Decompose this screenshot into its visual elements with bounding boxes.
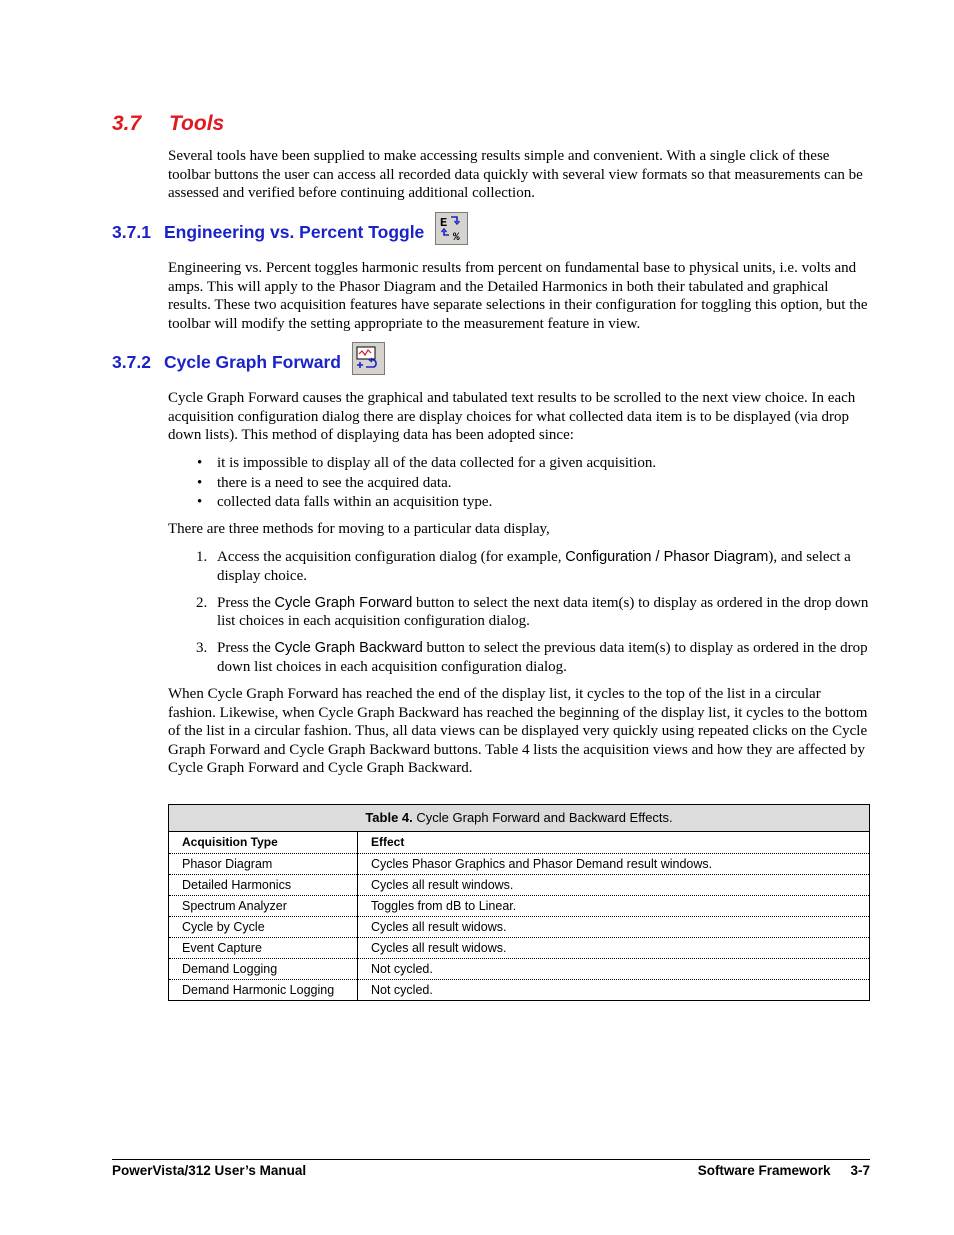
table-cell: Toggles from dB to Linear. (358, 896, 870, 917)
step-text: button to select the next data item(s) to display as ordered in the drop down list choices in each acquisition configuration dialog. (217, 594, 869, 629)
table-caption-row (169, 805, 870, 832)
table-cell: Cycles all result windows. (358, 875, 870, 896)
table-row (169, 938, 870, 959)
table-cell: Not cycled. (358, 980, 870, 1001)
column-header: Effect (358, 832, 870, 854)
table-row (169, 959, 870, 980)
footer-section-page (698, 1162, 870, 1181)
table-cell: Not cycled. (358, 959, 870, 980)
step-number: 2. (196, 594, 208, 611)
table-caption-label: Table 4. (365, 809, 413, 825)
list-item (168, 594, 870, 631)
table-header-row (169, 832, 870, 854)
table-row (169, 896, 870, 917)
ui-reference: Cycle Graph Forward (274, 594, 413, 611)
table-caption (169, 805, 870, 832)
table-cell: Event Capture (169, 938, 358, 959)
section-intro: Several tools have been supplied to make accessing results simple and convenient. With a single click of these toolbar buttons the user can access all recorded data quickly with several view formats so that measurements can be assessed and verified before continuing additional collection. (168, 148, 863, 201)
methods-intro: There are three methods for moving to a particular data display, (168, 521, 550, 537)
table-cell: Phasor Diagram (169, 854, 358, 875)
list-item (168, 639, 870, 676)
table-row (169, 875, 870, 896)
closing-paragraph: When Cycle Graph Forward has reached the end of the display list, it cycles to the top of the list in a circular fashion. Likewise, when Cycle Graph Backward has reached the beginning of the display list, it cycles to the bottom of the list in a circular fashion. Thus, all data views can be displayed very quickly using repeated clicks on the Cycle Graph Forward and Cycle Graph Backward buttons. Table 4 lists the acquisition views and how they are affected by Cycle Graph Forward and Cycle Graph Backward. (168, 686, 868, 776)
step-text: Press the (217, 640, 275, 656)
column-header: Acquisition Type (169, 832, 358, 854)
subsection-title: Cycle Graph Forward (164, 352, 341, 372)
ui-reference: Configuration / Phasor Diagram (565, 549, 769, 565)
subsection-2-body: Cycle Graph Forward causes the graphical and tabulated text results to be scrolled to the next view choice. In each acquisition configuration dialog there are display choices for what collected data item is to be displayed (via drop down lists). This method of displaying data has been adopted since: (168, 390, 856, 443)
step-text: Press the (217, 594, 275, 611)
table-cell: Cycles all result widows. (358, 938, 870, 959)
step-text: Access the acquisition configuration dialog (for example, (217, 549, 566, 565)
list-item: • collected data falls within an acquisition type. (168, 493, 868, 513)
table-cell: Cycles Phasor Graphics and Phasor Demand result windows. (358, 854, 870, 875)
step-text: button to select the previous data item(s) to display as ordered in the drop down list choices in each acquisition configuration dialog. (217, 640, 868, 675)
section-heading (112, 111, 224, 137)
table-row (169, 917, 870, 938)
list-item (168, 548, 870, 585)
cycle-graph-forward-icon (352, 342, 385, 375)
subsection-number: 3.7.1 (112, 222, 151, 242)
svg-text:%: % (453, 232, 460, 244)
table-row (169, 980, 870, 1001)
table-row (169, 854, 870, 875)
footer-manual-title: PowerVista/312 User’s Manual (112, 1163, 307, 1178)
subsection-1-body: Engineering vs. Percent toggles harmonic results from percent on fundamental base to physical units, i.e. volts and amps. This will apply to the Phasor Diagram and the Detailed Harmonics in both their tabulated and graphical results. These two acquisition features have separate selections in their configuration for toggling this option, but the toolbar will modify the setting appropriate to the measurement feature in view. (168, 260, 868, 332)
reasons-list (168, 454, 868, 513)
methods-list (168, 548, 870, 685)
subsection-heading-3-7-2 (112, 342, 385, 373)
table-cell: Detailed Harmonics (169, 875, 358, 896)
section-title: Tools (169, 112, 225, 135)
table-cell: Cycle by Cycle (169, 917, 358, 938)
subsection-heading-3-7-1 (112, 212, 468, 243)
ui-reference: Cycle Graph Backward (274, 640, 423, 656)
page-number: 3-7 (850, 1163, 870, 1178)
footer-rule (112, 1159, 870, 1160)
subsection-title: Engineering vs. Percent Toggle (164, 222, 425, 242)
engineering-percent-toggle-icon (435, 212, 468, 245)
subsection-number: 3.7.2 (112, 352, 151, 372)
table-cell: Cycles all result widows. (358, 917, 870, 938)
list-item: • there is a need to see the acquired data. (168, 474, 868, 494)
list-item: • it is impossible to display all of the data collected for a given acquisition. (168, 454, 868, 474)
step-text: ), and select a display choice. (217, 549, 851, 584)
table-cell: Demand Harmonic Logging (169, 980, 358, 1001)
svg-text:E: E (440, 216, 448, 230)
effects-table (168, 804, 870, 1001)
table-cell: Spectrum Analyzer (169, 896, 358, 917)
table-caption-text: Cycle Graph Forward and Backward Effects. (412, 809, 673, 825)
section-number: 3.7 (112, 112, 142, 135)
table-cell: Demand Logging (169, 959, 358, 980)
step-number: 1. (196, 549, 208, 565)
step-number: 3. (196, 640, 208, 656)
footer-section: Software Framework (697, 1163, 831, 1178)
